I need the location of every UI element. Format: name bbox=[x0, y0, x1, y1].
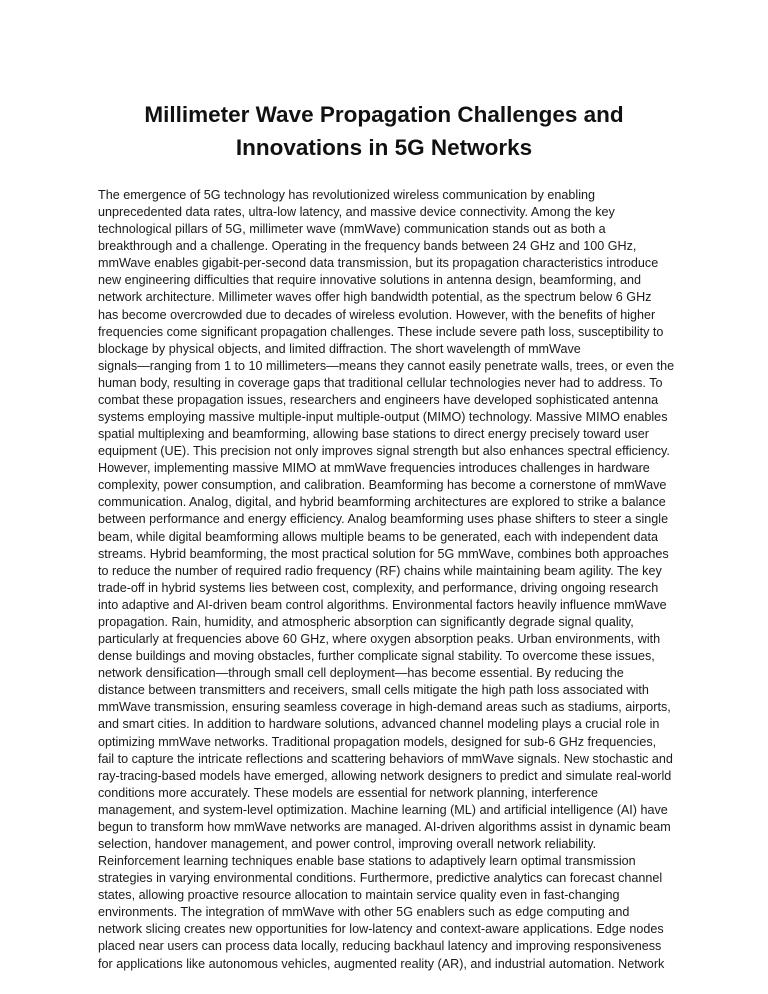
body-text-line: between performance and energy efficiency. Analog beamforming uses phase shifters to steer a single bbox=[98, 512, 669, 527]
body-text-line: complexity, power consumption, and calibration. Beamforming has become a cornerstone of mmWave bbox=[98, 478, 667, 493]
body-text-line: However, implementing massive MIMO at mmWave frequencies introduces challenges in hardware bbox=[98, 461, 650, 476]
body-text-line: frequencies come significant propagation challenges. These include severe path loss, susceptibility to bbox=[98, 324, 664, 339]
body-text-line: placed near users can process data locally, reducing backhaul latency and improving responsiveness bbox=[98, 939, 662, 954]
body-text-line: Reinforcement learning techniques enable base stations to adaptively learn optimal transmission bbox=[98, 854, 636, 869]
body-text-line: new engineering difficulties that require innovative solutions in antenna design, beamforming, and bbox=[98, 273, 642, 288]
body-text-line: mmWave enables gigabit-per-second data transmission, but its propagation characteristics introduce bbox=[98, 256, 659, 271]
body-text-line: spatial multiplexing and beamforming, allowing base stations to direct energy precisely toward user bbox=[98, 427, 649, 442]
body-text-line: beam, while digital beamforming allows multiple beams to be generated, each with independent data bbox=[98, 529, 659, 544]
body-text-line: combat these propagation issues, researchers and engineers have developed sophisticated antenna bbox=[98, 392, 659, 407]
body-text-line: optimizing mmWave networks. Traditional propagation models, designed for sub-6 GHz frequencies, bbox=[98, 734, 657, 749]
body-text-line: selection, handover management, and power control, improving overall network reliability. bbox=[98, 836, 597, 851]
body-text-line: human body, resulting in coverage gaps that traditional cellular technologies never had to address. To bbox=[98, 375, 663, 390]
body-text-line: management, and system-level optimization. Machine learning (ML) and artificial intelligence (AI) have bbox=[98, 802, 668, 817]
body-text-line: blockage by physical objects, and limited diffraction. The short wavelength of mmWave bbox=[98, 341, 581, 356]
body-text-line: trade-off in hybrid systems lies between cost, complexity, and performance, driving ongoing research bbox=[98, 580, 659, 595]
body-text-line: to reduce the number of required radio frequency (RF) chains while maintaining beam agility. The key bbox=[98, 563, 662, 578]
body-text-line: network architecture. Millimeter waves offer high bandwidth potential, as the spectrum below 6 GHz bbox=[98, 290, 652, 305]
body-text-line: strategies in varying environmental conditions. Furthermore, predictive analytics can forecast channel bbox=[98, 871, 663, 886]
body-text-line: for applications like autonomous vehicles, augmented reality (AR), and industrial automation. Network bbox=[98, 956, 665, 971]
body-text-line: mmWave transmission, ensuring seamless coverage in high-demand areas such as stadiums, airports, bbox=[98, 700, 671, 715]
body-paragraph bbox=[98, 187, 678, 973]
body-text-line: particularly at frequencies above 60 GHz, where oxygen absorption peaks. Urban environments, with bbox=[98, 632, 661, 647]
body-text-line: into adaptive and AI-driven beam control algorithms. Environmental factors heavily influence mmWave bbox=[98, 597, 667, 612]
body-text-line: propagation. Rain, humidity, and atmospheric absorption can significantly degrade signal quality, bbox=[98, 614, 634, 629]
body-text-line: ray-tracing-based models have emerged, allowing network designers to predict and simulate real-world bbox=[98, 768, 672, 783]
body-text-line: environments. The integration of mmWave with other 5G enablers such as edge computing and bbox=[98, 905, 630, 920]
body-text-line: and smart cities. In addition to hardware solutions, advanced channel modeling plays a crucial role in bbox=[98, 717, 660, 732]
body-text-line: network densification—through small cell deployment—has become essential. By reducing the bbox=[98, 666, 624, 681]
body-text-line: states, allowing proactive resource allocation to maintain service quality even in fast-changing bbox=[98, 888, 620, 903]
title-line: Millimeter Wave Propagation Challenges and bbox=[144, 102, 624, 127]
body-text-line: breakthrough and a challenge. Operating in the frequency bands between 24 GHz and 100 GHz, bbox=[98, 239, 637, 254]
body-text-line: dense buildings and moving obstacles, further complicate signal stability. To overcome these issues, bbox=[98, 649, 655, 664]
body-text-line: fail to capture the intricate reflections and scattering behaviors of mmWave signals. New stochastic and bbox=[98, 751, 673, 766]
body-text-line: has become overcrowded due to decades of wireless evolution. However, with the benefits of higher bbox=[98, 307, 656, 322]
body-text-line: unprecedented data rates, ultra-low latency, and massive device connectivity. Among the key bbox=[98, 205, 615, 220]
body-text-line: network slicing creates new opportunities for low-latency and context-aware applications. Edge nodes bbox=[98, 922, 664, 937]
body-text-line: conditions more accurately. These models are essential for network planning, interference bbox=[98, 785, 599, 800]
body-text-line: begun to transform how mmWave networks are managed. AI-driven algorithms assist in dynamic beam bbox=[98, 819, 671, 834]
body-text-line: systems employing massive multiple-input multiple-output (MIMO) technology. Massive MIMO enables bbox=[98, 410, 668, 425]
body-text-line: streams. Hybrid beamforming, the most practical solution for 5G mmWave, combines both approaches bbox=[98, 546, 669, 561]
body-text-line: communication. Analog, digital, and hybrid beamforming architectures are explored to strike a balance bbox=[98, 495, 666, 510]
title-line: Innovations in 5G Networks bbox=[235, 135, 533, 160]
body-text-line: signals—ranging from 1 to 10 millimeters—means they cannot easily penetrate walls, trees, or even the bbox=[98, 358, 675, 373]
body-text-line: technological pillars of 5G, millimeter wave (mmWave) communication stands out as both a bbox=[98, 222, 606, 237]
body-text-line: equipment (UE). This precision not only improves signal strength but also enhances spectral efficiency. bbox=[98, 444, 670, 459]
body-text-line: The emergence of 5G technology has revolutionized wireless communication by enabling bbox=[98, 188, 596, 202]
document-title bbox=[0, 98, 768, 164]
body-text-line: distance between transmitters and receivers, small cells mitigate the high path loss associated with bbox=[98, 683, 649, 698]
